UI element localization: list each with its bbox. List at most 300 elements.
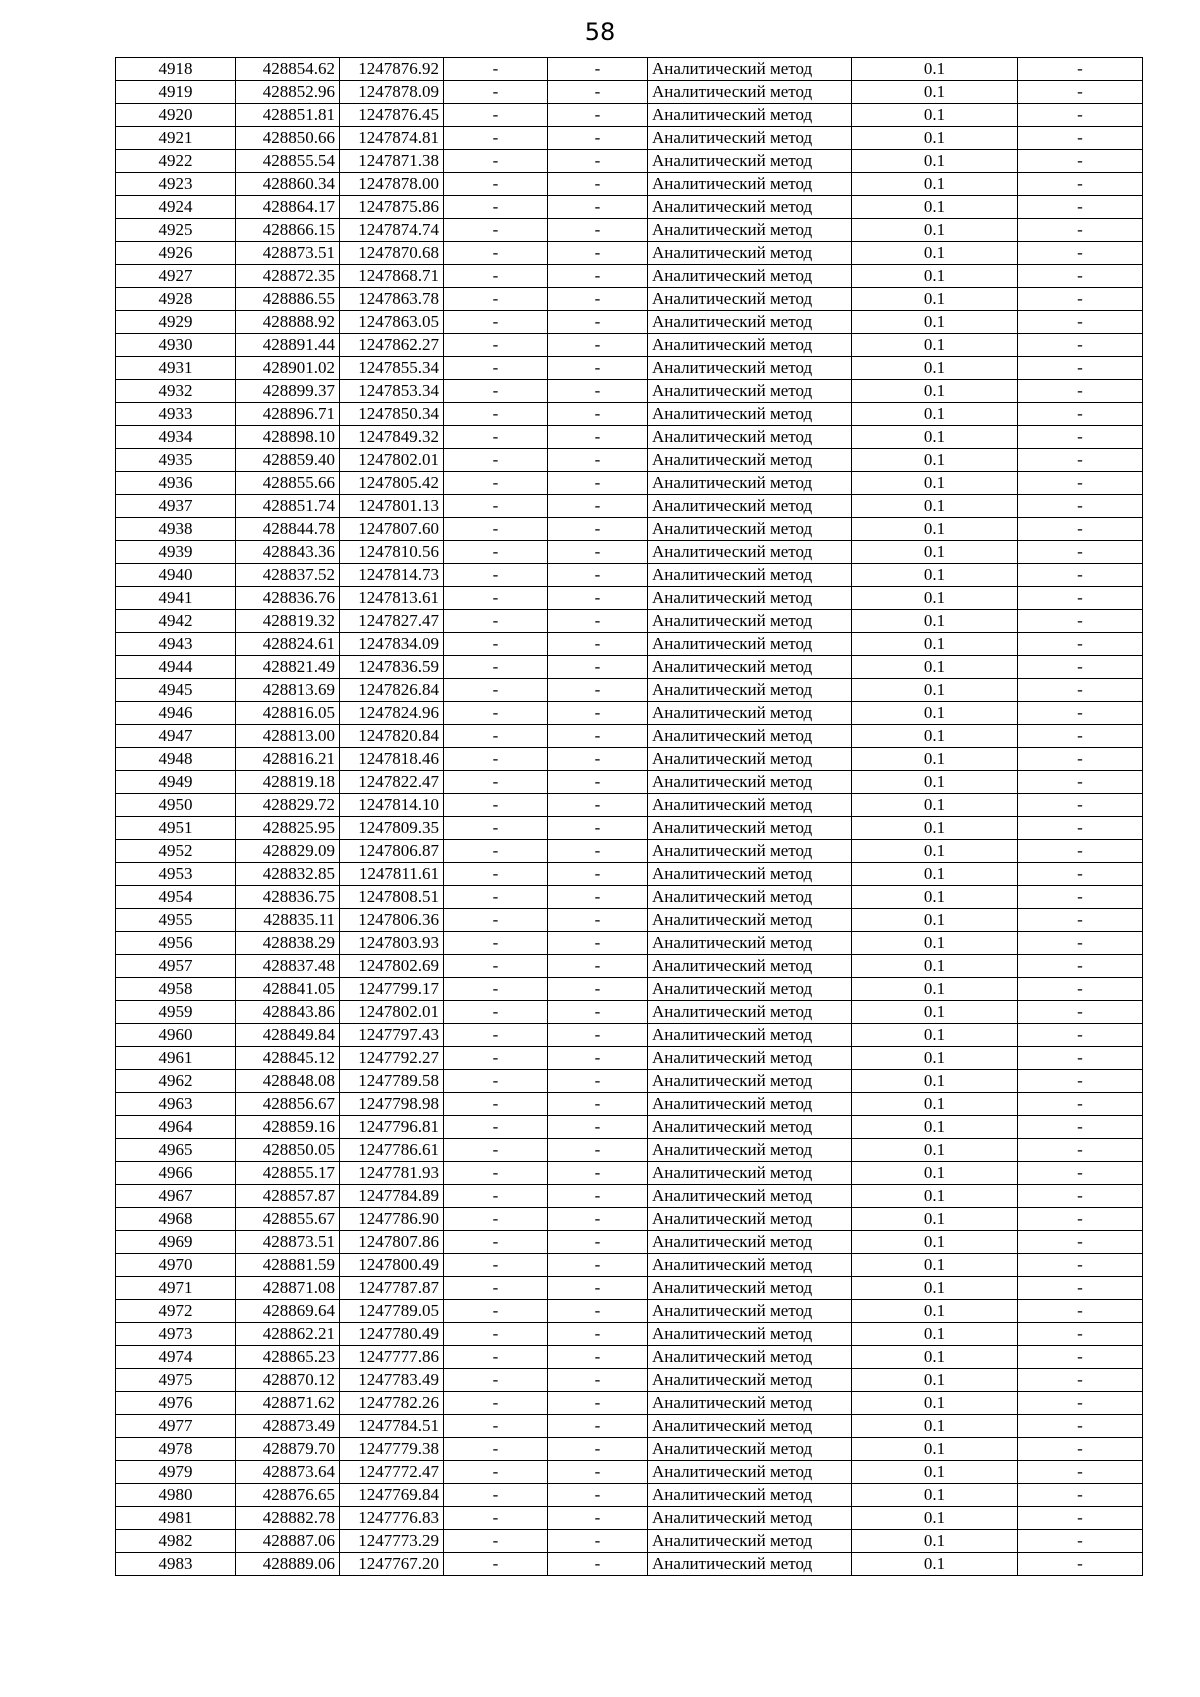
empty-value-cell: - (548, 1024, 648, 1047)
accuracy-cell: 0.1 (852, 1162, 1018, 1185)
empty-value-cell: - (1018, 265, 1143, 288)
empty-value-cell: - (444, 403, 548, 426)
empty-value-cell: - (1018, 1369, 1143, 1392)
point-number-cell: 4969 (116, 1231, 236, 1254)
point-number-cell: 4959 (116, 1001, 236, 1024)
table-row (116, 1415, 1143, 1438)
empty-value-cell: - (444, 127, 548, 150)
empty-value-cell: - (444, 1392, 548, 1415)
table-row (116, 357, 1143, 380)
method-cell: Аналитический метод (648, 1461, 852, 1484)
empty-value-cell: - (1018, 196, 1143, 219)
x-coordinate-cell: 428887.06 (236, 1530, 340, 1553)
empty-value-cell: - (444, 472, 548, 495)
empty-value-cell: - (1018, 1116, 1143, 1139)
x-coordinate-cell: 428865.23 (236, 1346, 340, 1369)
point-number-cell: 4922 (116, 150, 236, 173)
empty-value-cell: - (1018, 426, 1143, 449)
point-number-cell: 4960 (116, 1024, 236, 1047)
point-number-cell: 4974 (116, 1346, 236, 1369)
empty-value-cell: - (1018, 610, 1143, 633)
y-coordinate-cell: 1247868.71 (340, 265, 444, 288)
empty-value-cell: - (548, 1415, 648, 1438)
empty-value-cell: - (548, 564, 648, 587)
x-coordinate-cell: 428851.74 (236, 495, 340, 518)
method-cell: Аналитический метод (648, 1208, 852, 1231)
x-coordinate-cell: 428857.87 (236, 1185, 340, 1208)
accuracy-cell: 0.1 (852, 702, 1018, 725)
point-number-cell: 4983 (116, 1553, 236, 1576)
table-row (116, 679, 1143, 702)
empty-value-cell: - (548, 518, 648, 541)
x-coordinate-cell: 428838.29 (236, 932, 340, 955)
method-cell: Аналитический метод (648, 1346, 852, 1369)
point-number-cell: 4961 (116, 1047, 236, 1070)
y-coordinate-cell: 1247827.47 (340, 610, 444, 633)
table-row (116, 58, 1143, 81)
empty-value-cell: - (1018, 1300, 1143, 1323)
x-coordinate-cell: 428873.64 (236, 1461, 340, 1484)
empty-value-cell: - (444, 1277, 548, 1300)
table-row (116, 702, 1143, 725)
x-coordinate-cell: 428873.49 (236, 1415, 340, 1438)
point-number-cell: 4956 (116, 932, 236, 955)
point-number-cell: 4946 (116, 702, 236, 725)
empty-value-cell: - (548, 311, 648, 334)
y-coordinate-cell: 1247874.74 (340, 219, 444, 242)
empty-value-cell: - (1018, 748, 1143, 771)
accuracy-cell: 0.1 (852, 1507, 1018, 1530)
point-number-cell: 4926 (116, 242, 236, 265)
empty-value-cell: - (444, 679, 548, 702)
empty-value-cell: - (444, 909, 548, 932)
empty-value-cell: - (548, 1323, 648, 1346)
y-coordinate-cell: 1247800.49 (340, 1254, 444, 1277)
point-number-cell: 4976 (116, 1392, 236, 1415)
empty-value-cell: - (1018, 1208, 1143, 1231)
empty-value-cell: - (1018, 725, 1143, 748)
y-coordinate-cell: 1247767.20 (340, 1553, 444, 1576)
table-row (116, 1507, 1143, 1530)
empty-value-cell: - (1018, 840, 1143, 863)
x-coordinate-cell: 428850.66 (236, 127, 340, 150)
x-coordinate-cell: 428824.61 (236, 633, 340, 656)
table-row (116, 426, 1143, 449)
empty-value-cell: - (444, 426, 548, 449)
y-coordinate-cell: 1247863.05 (340, 311, 444, 334)
y-coordinate-cell: 1247803.93 (340, 932, 444, 955)
empty-value-cell: - (444, 1254, 548, 1277)
accuracy-cell: 0.1 (852, 380, 1018, 403)
x-coordinate-cell: 428849.84 (236, 1024, 340, 1047)
empty-value-cell: - (1018, 1484, 1143, 1507)
accuracy-cell: 0.1 (852, 817, 1018, 840)
empty-value-cell: - (444, 173, 548, 196)
method-cell: Аналитический метод (648, 725, 852, 748)
point-number-cell: 4927 (116, 265, 236, 288)
point-number-cell: 4935 (116, 449, 236, 472)
empty-value-cell: - (1018, 403, 1143, 426)
table-row (116, 1300, 1143, 1323)
accuracy-cell: 0.1 (852, 81, 1018, 104)
y-coordinate-cell: 1247824.96 (340, 702, 444, 725)
empty-value-cell: - (444, 1323, 548, 1346)
x-coordinate-cell: 428855.54 (236, 150, 340, 173)
point-number-cell: 4943 (116, 633, 236, 656)
empty-value-cell: - (444, 1116, 548, 1139)
table-row (116, 1047, 1143, 1070)
accuracy-cell: 0.1 (852, 564, 1018, 587)
y-coordinate-cell: 1247807.60 (340, 518, 444, 541)
empty-value-cell: - (548, 1208, 648, 1231)
empty-value-cell: - (444, 150, 548, 173)
empty-value-cell: - (1018, 1415, 1143, 1438)
empty-value-cell: - (1018, 587, 1143, 610)
empty-value-cell: - (548, 1162, 648, 1185)
x-coordinate-cell: 428836.76 (236, 587, 340, 610)
empty-value-cell: - (548, 1369, 648, 1392)
method-cell: Аналитический метод (648, 1024, 852, 1047)
empty-value-cell: - (444, 541, 548, 564)
empty-value-cell: - (1018, 1461, 1143, 1484)
accuracy-cell: 0.1 (852, 58, 1018, 81)
empty-value-cell: - (1018, 1530, 1143, 1553)
empty-value-cell: - (1018, 173, 1143, 196)
y-coordinate-cell: 1247808.51 (340, 886, 444, 909)
y-coordinate-cell: 1247769.84 (340, 1484, 444, 1507)
method-cell: Аналитический метод (648, 127, 852, 150)
empty-value-cell: - (1018, 334, 1143, 357)
table-row (116, 863, 1143, 886)
empty-value-cell: - (444, 725, 548, 748)
x-coordinate-cell: 428821.49 (236, 656, 340, 679)
accuracy-cell: 0.1 (852, 955, 1018, 978)
point-number-cell: 4954 (116, 886, 236, 909)
table-row (116, 288, 1143, 311)
point-number-cell: 4972 (116, 1300, 236, 1323)
page-number: 58 (584, 18, 616, 46)
table-row (116, 1185, 1143, 1208)
empty-value-cell: - (1018, 1139, 1143, 1162)
accuracy-cell: 0.1 (852, 932, 1018, 955)
x-coordinate-cell: 428819.32 (236, 610, 340, 633)
empty-value-cell: - (1018, 541, 1143, 564)
empty-value-cell: - (444, 1231, 548, 1254)
empty-value-cell: - (548, 748, 648, 771)
method-cell: Аналитический метод (648, 449, 852, 472)
x-coordinate-cell: 428844.78 (236, 518, 340, 541)
method-cell: Аналитический метод (648, 1185, 852, 1208)
table-row (116, 495, 1143, 518)
empty-value-cell: - (548, 265, 648, 288)
empty-value-cell: - (548, 1392, 648, 1415)
y-coordinate-cell: 1247818.46 (340, 748, 444, 771)
accuracy-cell: 0.1 (852, 357, 1018, 380)
accuracy-cell: 0.1 (852, 840, 1018, 863)
point-number-cell: 4977 (116, 1415, 236, 1438)
method-cell: Аналитический метод (648, 265, 852, 288)
point-number-cell: 4963 (116, 1093, 236, 1116)
empty-value-cell: - (548, 1300, 648, 1323)
empty-value-cell: - (548, 1438, 648, 1461)
accuracy-cell: 0.1 (852, 886, 1018, 909)
method-cell: Аналитический метод (648, 1162, 852, 1185)
table-row (116, 840, 1143, 863)
empty-value-cell: - (1018, 1346, 1143, 1369)
y-coordinate-cell: 1247802.01 (340, 449, 444, 472)
table-row (116, 1139, 1143, 1162)
method-cell: Аналитический метод (648, 288, 852, 311)
y-coordinate-cell: 1247810.56 (340, 541, 444, 564)
empty-value-cell: - (444, 886, 548, 909)
point-number-cell: 4921 (116, 127, 236, 150)
empty-value-cell: - (444, 1001, 548, 1024)
empty-value-cell: - (548, 196, 648, 219)
point-number-cell: 4942 (116, 610, 236, 633)
point-number-cell: 4970 (116, 1254, 236, 1277)
accuracy-cell: 0.1 (852, 748, 1018, 771)
x-coordinate-cell: 428896.71 (236, 403, 340, 426)
point-number-cell: 4980 (116, 1484, 236, 1507)
table-row (116, 219, 1143, 242)
x-coordinate-cell: 428860.34 (236, 173, 340, 196)
y-coordinate-cell: 1247798.98 (340, 1093, 444, 1116)
empty-value-cell: - (444, 1070, 548, 1093)
empty-value-cell: - (444, 1461, 548, 1484)
method-cell: Аналитический метод (648, 610, 852, 633)
empty-value-cell: - (1018, 955, 1143, 978)
method-cell: Аналитический метод (648, 1507, 852, 1530)
empty-value-cell: - (1018, 702, 1143, 725)
x-coordinate-cell: 428901.02 (236, 357, 340, 380)
method-cell: Аналитический метод (648, 1300, 852, 1323)
method-cell: Аналитический метод (648, 1139, 852, 1162)
y-coordinate-cell: 1247789.58 (340, 1070, 444, 1093)
table-row (116, 334, 1143, 357)
accuracy-cell: 0.1 (852, 1024, 1018, 1047)
accuracy-cell: 0.1 (852, 1438, 1018, 1461)
accuracy-cell: 0.1 (852, 1070, 1018, 1093)
empty-value-cell: - (444, 1093, 548, 1116)
accuracy-cell: 0.1 (852, 265, 1018, 288)
y-coordinate-cell: 1247792.27 (340, 1047, 444, 1070)
empty-value-cell: - (548, 357, 648, 380)
table-row (116, 932, 1143, 955)
empty-value-cell: - (444, 196, 548, 219)
table-row (116, 748, 1143, 771)
empty-value-cell: - (548, 1254, 648, 1277)
x-coordinate-cell: 428845.12 (236, 1047, 340, 1070)
x-coordinate-cell: 428859.16 (236, 1116, 340, 1139)
table-row (116, 610, 1143, 633)
accuracy-cell: 0.1 (852, 1484, 1018, 1507)
empty-value-cell: - (548, 633, 648, 656)
y-coordinate-cell: 1247850.34 (340, 403, 444, 426)
table-row (116, 518, 1143, 541)
point-number-cell: 4938 (116, 518, 236, 541)
empty-value-cell: - (444, 1185, 548, 1208)
table-row (116, 403, 1143, 426)
y-coordinate-cell: 1247786.90 (340, 1208, 444, 1231)
accuracy-cell: 0.1 (852, 1001, 1018, 1024)
empty-value-cell: - (444, 1484, 548, 1507)
point-number-cell: 4975 (116, 1369, 236, 1392)
accuracy-cell: 0.1 (852, 403, 1018, 426)
method-cell: Аналитический метод (648, 587, 852, 610)
method-cell: Аналитический метод (648, 1070, 852, 1093)
point-number-cell: 4966 (116, 1162, 236, 1185)
y-coordinate-cell: 1247807.86 (340, 1231, 444, 1254)
accuracy-cell: 0.1 (852, 794, 1018, 817)
table-body (116, 58, 1143, 1576)
empty-value-cell: - (1018, 472, 1143, 495)
table-row (116, 564, 1143, 587)
accuracy-cell: 0.1 (852, 127, 1018, 150)
table-row (116, 311, 1143, 334)
table-row (116, 1116, 1143, 1139)
y-coordinate-cell: 1247780.49 (340, 1323, 444, 1346)
empty-value-cell: - (1018, 564, 1143, 587)
point-number-cell: 4939 (116, 541, 236, 564)
x-coordinate-cell: 428899.37 (236, 380, 340, 403)
x-coordinate-cell: 428873.51 (236, 1231, 340, 1254)
empty-value-cell: - (548, 1070, 648, 1093)
method-cell: Аналитический метод (648, 219, 852, 242)
y-coordinate-cell: 1247871.38 (340, 150, 444, 173)
empty-value-cell: - (1018, 104, 1143, 127)
empty-value-cell: - (444, 1047, 548, 1070)
empty-value-cell: - (548, 150, 648, 173)
accuracy-cell: 0.1 (852, 1553, 1018, 1576)
empty-value-cell: - (548, 1185, 648, 1208)
method-cell: Аналитический метод (648, 679, 852, 702)
empty-value-cell: - (1018, 886, 1143, 909)
empty-value-cell: - (444, 702, 548, 725)
empty-value-cell: - (444, 1507, 548, 1530)
point-number-cell: 4953 (116, 863, 236, 886)
table-row (116, 794, 1143, 817)
empty-value-cell: - (548, 104, 648, 127)
accuracy-cell: 0.1 (852, 1415, 1018, 1438)
empty-value-cell: - (1018, 311, 1143, 334)
method-cell: Аналитический метод (648, 1047, 852, 1070)
y-coordinate-cell: 1247834.09 (340, 633, 444, 656)
table-row (116, 725, 1143, 748)
empty-value-cell: - (1018, 1070, 1143, 1093)
point-number-cell: 4949 (116, 771, 236, 794)
empty-value-cell: - (1018, 771, 1143, 794)
empty-value-cell: - (444, 357, 548, 380)
method-cell: Аналитический метод (648, 196, 852, 219)
x-coordinate-cell: 428871.08 (236, 1277, 340, 1300)
empty-value-cell: - (548, 173, 648, 196)
y-coordinate-cell: 1247783.49 (340, 1369, 444, 1392)
empty-value-cell: - (548, 1507, 648, 1530)
accuracy-cell: 0.1 (852, 679, 1018, 702)
accuracy-cell: 0.1 (852, 1208, 1018, 1231)
method-cell: Аналитический метод (648, 1116, 852, 1139)
method-cell: Аналитический метод (648, 403, 852, 426)
table-row (116, 81, 1143, 104)
point-number-cell: 4947 (116, 725, 236, 748)
table-row (116, 1024, 1143, 1047)
x-coordinate-cell: 428813.69 (236, 679, 340, 702)
point-number-cell: 4919 (116, 81, 236, 104)
y-coordinate-cell: 1247779.38 (340, 1438, 444, 1461)
empty-value-cell: - (548, 955, 648, 978)
empty-value-cell: - (548, 702, 648, 725)
y-coordinate-cell: 1247781.93 (340, 1162, 444, 1185)
table-row (116, 1093, 1143, 1116)
x-coordinate-cell: 428825.95 (236, 817, 340, 840)
empty-value-cell: - (1018, 633, 1143, 656)
point-number-cell: 4952 (116, 840, 236, 863)
point-number-cell: 4962 (116, 1070, 236, 1093)
x-coordinate-cell: 428813.00 (236, 725, 340, 748)
method-cell: Аналитический метод (648, 426, 852, 449)
table-row (116, 1438, 1143, 1461)
table-row (116, 1070, 1143, 1093)
empty-value-cell: - (548, 1484, 648, 1507)
y-coordinate-cell: 1247820.84 (340, 725, 444, 748)
point-number-cell: 4957 (116, 955, 236, 978)
empty-value-cell: - (1018, 932, 1143, 955)
empty-value-cell: - (444, 311, 548, 334)
empty-value-cell: - (548, 840, 648, 863)
point-number-cell: 4920 (116, 104, 236, 127)
empty-value-cell: - (1018, 357, 1143, 380)
accuracy-cell: 0.1 (852, 472, 1018, 495)
method-cell: Аналитический метод (648, 794, 852, 817)
accuracy-cell: 0.1 (852, 656, 1018, 679)
empty-value-cell: - (444, 1208, 548, 1231)
empty-value-cell: - (1018, 288, 1143, 311)
accuracy-cell: 0.1 (852, 978, 1018, 1001)
table-row (116, 633, 1143, 656)
accuracy-cell: 0.1 (852, 426, 1018, 449)
x-coordinate-cell: 428871.62 (236, 1392, 340, 1415)
empty-value-cell: - (1018, 495, 1143, 518)
x-coordinate-cell: 428855.67 (236, 1208, 340, 1231)
empty-value-cell: - (548, 1346, 648, 1369)
table-row (116, 1461, 1143, 1484)
point-number-cell: 4968 (116, 1208, 236, 1231)
empty-value-cell: - (444, 1530, 548, 1553)
method-cell: Аналитический метод (648, 771, 852, 794)
empty-value-cell: - (1018, 518, 1143, 541)
table-row (116, 541, 1143, 564)
table-row (116, 265, 1143, 288)
method-cell: Аналитический метод (648, 863, 852, 886)
accuracy-cell: 0.1 (852, 150, 1018, 173)
table-row (116, 1323, 1143, 1346)
accuracy-cell: 0.1 (852, 104, 1018, 127)
y-coordinate-cell: 1247777.86 (340, 1346, 444, 1369)
y-coordinate-cell: 1247853.34 (340, 380, 444, 403)
empty-value-cell: - (444, 242, 548, 265)
empty-value-cell: - (444, 610, 548, 633)
x-coordinate-cell: 428816.21 (236, 748, 340, 771)
method-cell: Аналитический метод (648, 886, 852, 909)
empty-value-cell: - (444, 495, 548, 518)
x-coordinate-cell: 428888.92 (236, 311, 340, 334)
empty-value-cell: - (548, 587, 648, 610)
y-coordinate-cell: 1247849.32 (340, 426, 444, 449)
y-coordinate-cell: 1247814.10 (340, 794, 444, 817)
empty-value-cell: - (548, 1047, 648, 1070)
point-number-cell: 4950 (116, 794, 236, 817)
x-coordinate-cell: 428819.18 (236, 771, 340, 794)
